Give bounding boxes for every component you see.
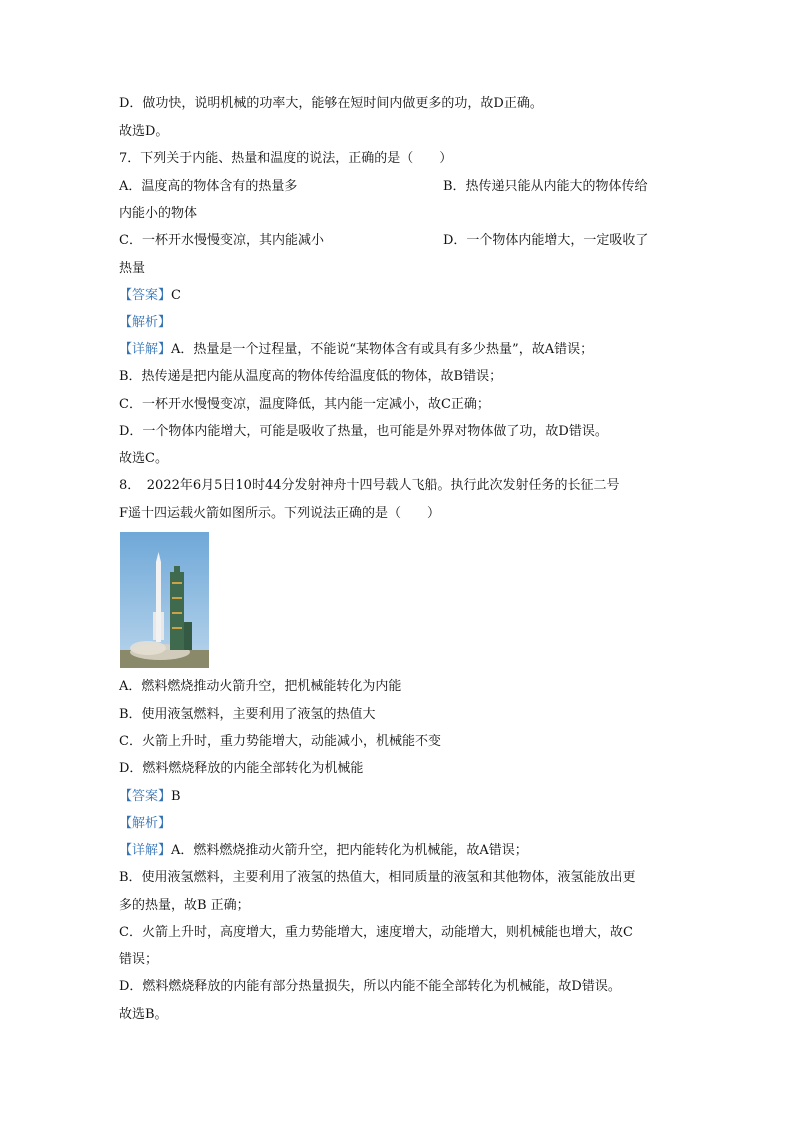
detail-tag: 【详解】 (119, 843, 172, 858)
q7-detail-b: B．热传递是把内能从温度高的物体传给温度低的物体，故B错误； (119, 369, 503, 384)
detail-text: A．热量是一个过程量，不能说“某物体含有或具有多少热量”，故A错误； (171, 342, 594, 357)
q8-option-a: A．燃料燃烧推动火箭升空，把机械能转化为内能 (119, 679, 402, 694)
q7-detail-a (119, 340, 593, 360)
q7-detail-c: C．一杯开水慢慢变凉，温度降低，其内能一定减小，故C正确； (119, 397, 490, 412)
analysis-tag: 【解析】 (119, 816, 172, 831)
question-7-stem: 7．下列关于内能、热量和温度的说法，正确的是（ ） (119, 151, 453, 166)
q7-option-b-cont: 内能小的物体 (119, 206, 198, 221)
q8-detail-b: B．使用液氢燃料，主要利用了液氢的热值大，相同质量的液氢和其他物体，液氢能放出更 (119, 870, 636, 885)
answer-tag: 【答案】 (119, 789, 172, 804)
q7-option-d: D．一个物体内能增大，一定吸收了 (443, 233, 649, 248)
detail-tag: 【详解】 (119, 342, 172, 357)
answer-value: B (171, 789, 181, 804)
q8-option-c: C．火箭上升时，重力势能增大，动能减小，机械能不变 (119, 734, 441, 749)
answer-tag: 【答案】 (119, 288, 172, 303)
q8-detail-a (119, 841, 528, 861)
q8-analysis-tag (119, 814, 171, 834)
q8-option-d: D．燃料燃烧释放的内能全部转化为机械能 (119, 761, 364, 776)
q7-conclusion: 故选C。 (119, 451, 168, 466)
q8-conclusion: 故选B。 (119, 1007, 168, 1022)
text-line: D．做功快，说明机械的功率大，能够在短时间内做更多的功，故D正确。 (119, 96, 543, 111)
question-8-stem: 8． 2022年6月5日10时44分发射神舟十四号载人飞船。执行此次发射任务的长征二号 (119, 478, 620, 493)
answer-value: C (171, 288, 181, 303)
q8-detail-c-cont: 错误； (119, 952, 159, 967)
q7-analysis-tag (119, 313, 171, 333)
detail-text: A．燃料燃烧推动火箭升空，把内能转化为机械能，故A错误； (171, 843, 528, 858)
q7-option-a: A．温度高的物体含有的热量多 (119, 179, 298, 194)
q8-answer (119, 787, 181, 807)
q7-option-c: C．一杯开水慢慢变凉，其内能减小 (119, 233, 324, 248)
analysis-tag: 【解析】 (119, 315, 172, 330)
q7-option-b: B．热传递只能从内能大的物体传给 (443, 179, 648, 194)
q7-answer (119, 286, 181, 306)
q8-detail-d: D．燃料燃烧释放的内能有部分热量损失，所以内能不能全部转化为机械能，故D错误。 (119, 979, 621, 994)
q7-detail-d: D．一个物体内能增大，可能是吸收了热量，也可能是外界对物体做了功，故D错误。 (119, 424, 608, 439)
q8-option-b: B．使用液氢燃料，主要利用了液氢的热值大 (119, 707, 376, 722)
q8-detail-c: C．火箭上升时，高度增大，重力势能增大，速度增大，动能增大，则机械能也增大，故C (119, 925, 633, 940)
question-8-stem-cont: F遥十四运载火箭如图所示。下列说法正确的是（ ） (119, 506, 441, 521)
rocket-launch-photo (120, 532, 209, 668)
text-line: 故选D。 (119, 124, 169, 139)
q7-option-d-cont: 热量 (119, 261, 146, 276)
q8-detail-b-cont: 多的热量，故B 正确； (119, 898, 250, 913)
